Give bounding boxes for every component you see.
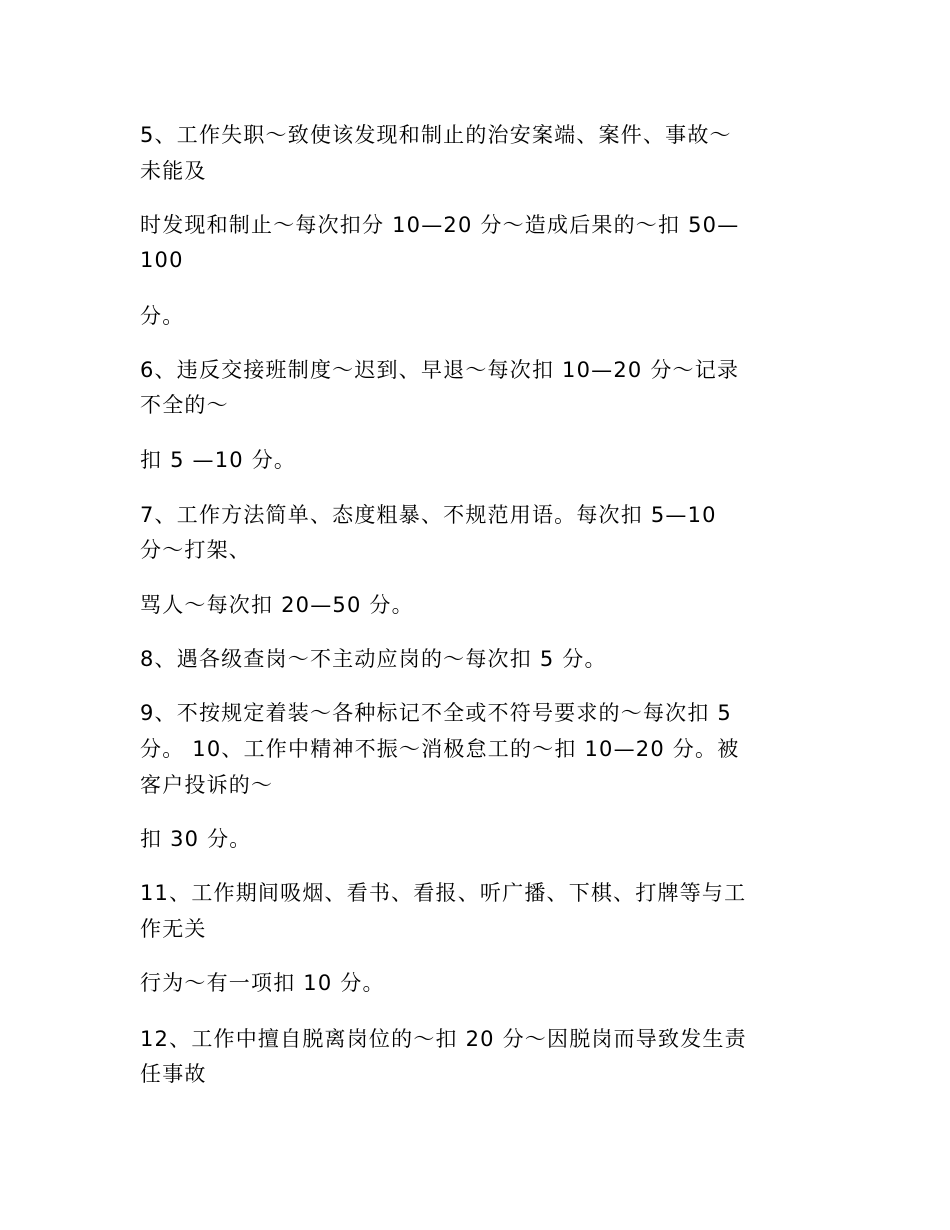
text-line: 5、工作失职～致使该发现和制止的治安案端、案件、事故～ — [140, 123, 732, 147]
text-line: 100 — [140, 248, 184, 272]
text-line: 骂人～每次扣 20—50 分。 — [140, 593, 414, 617]
text-line: 6、违反交接班制度～迟到、早退～每次扣 10—20 分～记录 — [140, 358, 740, 382]
text-line: 任事故 — [140, 1062, 207, 1086]
text-line: 分～打架、 — [140, 538, 251, 562]
text-line: 客户投诉的～ — [140, 773, 274, 797]
text-line: 不全的～ — [140, 393, 229, 417]
text-line: 8、遇各级查岗～不主动应岗的～每次扣 5 分。 — [140, 647, 607, 671]
text-line: 未能及 — [140, 159, 207, 183]
text-line: 扣 5 —10 分。 — [140, 448, 297, 472]
text-line: 作无关 — [140, 917, 207, 941]
text-line: 分。 10、工作中精神不振～消极怠工的～扣 10—20 分。被 — [140, 737, 740, 761]
text-line: 9、不按规定着装～各种标记不全或不符号要求的～每次扣 5 — [140, 701, 732, 725]
text-line: 扣 30 分。 — [140, 827, 252, 851]
text-line: 行为～有一项扣 10 分。 — [140, 971, 385, 995]
text-line: 12、工作中擅自脱离岗位的～扣 20 分～因脱岗而导致发生责 — [140, 1027, 747, 1051]
text-line: 7、工作方法简单、态度粗暴、不规范用语。每次扣 5—10 — [140, 503, 717, 527]
text-line: 时发现和制止～每次扣分 10—20 分～造成后果的～扣 50— — [140, 213, 740, 237]
text-line: 11、工作期间吸烟、看书、看报、听广播、下棋、打牌等与工 — [140, 881, 747, 905]
text-line: 分。 — [140, 304, 185, 328]
